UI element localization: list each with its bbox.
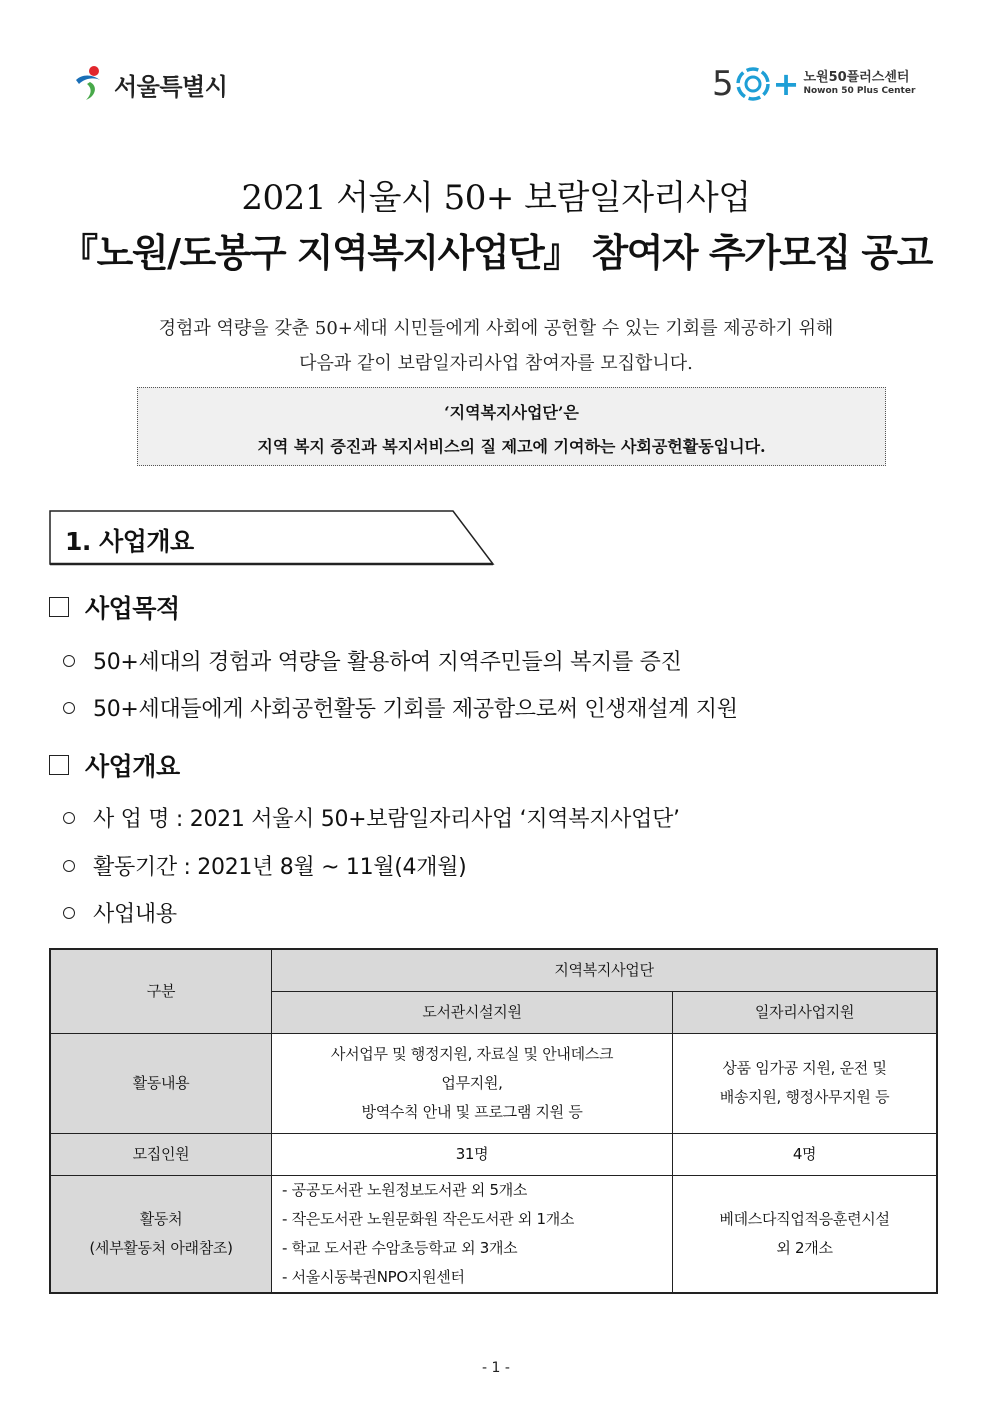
logo-plus: + [772, 65, 800, 103]
logo-ring-icon [734, 65, 772, 103]
bullet-circle-icon [63, 860, 75, 872]
purpose-item-text: 50+세대들에게 사회공헌활동 기회를 제공함으로써 인생재설계 지원 [93, 697, 738, 722]
activity-col2 [673, 1033, 937, 1133]
bullet-circle-icon [63, 702, 75, 714]
activity-col1 [272, 1033, 673, 1133]
checkbox-square-icon [49, 597, 69, 617]
subhead-purpose-label: 사업목적 [85, 594, 180, 623]
overview-item-text: 사업내용 [93, 902, 177, 927]
notice-line1: ‘지역복지사업단’은 [444, 403, 579, 422]
seoul-logo-text: 서울특별시 [114, 72, 228, 101]
overview-item-text: 사 업 명 : 2021 서울시 50+보람일자리사업 ‘지역복지사업단’ [93, 807, 680, 832]
table-header-group: 지역복지사업단 [272, 949, 938, 991]
place-col1-line: - 서울시동북권NPO지원센터 [282, 1267, 465, 1286]
business-table [49, 948, 938, 1294]
section-title: 1. 사업개요 [65, 527, 194, 556]
place-col1-line: - 작은도서관 노원문화원 작은도서관 외 1개소 [282, 1209, 575, 1228]
page-title-line1: 2021 서울시 50+ 보람일자리사업 [241, 178, 751, 218]
subhead-overview [49, 750, 180, 780]
overview-item-text: 활동기간 : 2021년 8월 ~ 11월(4개월) [93, 855, 467, 880]
purpose-item [63, 692, 738, 723]
recruit-col1: 31명 [272, 1133, 673, 1175]
place-col1 [272, 1175, 673, 1293]
bullet-circle-icon [63, 655, 75, 667]
row-label-activity: 활동내용 [50, 1033, 272, 1133]
overview-item [63, 897, 177, 928]
activity-col1-line: 방역수칙 안내 및 프로그램 지원 등 [361, 1102, 583, 1121]
nowon-50-plus-logo [712, 62, 915, 106]
table-row [50, 949, 937, 991]
overview-item [63, 850, 466, 881]
subhead-overview-label: 사업개요 [85, 752, 180, 781]
section-header [49, 510, 495, 566]
place-col1-line: - 학교 도서관 수암초등학교 외 3개소 [282, 1238, 518, 1257]
place-col2-line: 외 2개소 [776, 1238, 833, 1257]
table-row [50, 1033, 937, 1133]
table-header-col2: 일자리사업지원 [673, 991, 937, 1033]
intro-line2: 다음과 같이 보람일자리사업 참여자를 모집합니다. [299, 353, 693, 374]
overview-item [63, 802, 680, 833]
page-number: - 1 - [482, 1360, 510, 1376]
table-row [50, 1175, 937, 1293]
notice-box [137, 387, 886, 466]
purpose-item-text: 50+세대의 경험과 역량을 활용하여 지역주민들의 복지를 증진 [93, 650, 682, 675]
subhead-purpose [49, 592, 180, 622]
activity-col1-line: 업무지원, [441, 1073, 503, 1092]
activity-col2-line: 상품 임가공 지원, 운전 및 [722, 1059, 887, 1077]
place-col2 [673, 1175, 937, 1293]
checkbox-square-icon [49, 755, 69, 775]
activity-col1-line: 사서업무 및 행정지원, 자료실 및 안내데스크 [330, 1044, 614, 1063]
seoul-logo [70, 62, 227, 106]
page-title-line2: 『노원/도봉구 지역복지사업단』 참여자 추가모집 공고 [60, 230, 932, 275]
table-row [50, 1133, 937, 1175]
recruit-col2: 4명 [673, 1133, 937, 1175]
table-header-col1: 도서관시설지원 [272, 991, 673, 1033]
center-name-kr: 노원50플러스센터 [803, 70, 910, 86]
bullet-circle-icon [63, 812, 75, 824]
bullet-circle-icon [63, 907, 75, 919]
place-label-line1: 활동처 [139, 1209, 183, 1228]
table-header-category: 구분 [50, 949, 272, 1033]
notice-line2: 지역 복지 증진과 복지서비스의 질 제고에 기여하는 사회공헌활동입니다. [257, 437, 766, 456]
place-col2-line: 베데스다직업적응훈련시설 [719, 1209, 890, 1228]
row-label-recruit: 모집인원 [50, 1133, 272, 1175]
logo-number: 5 [712, 64, 734, 104]
purpose-item [63, 645, 682, 676]
seoul-logo-mark-icon [70, 64, 110, 104]
center-name-en: Nowon 50 Plus Center [803, 86, 916, 97]
place-label-line2: (세부활동처 아래참조) [89, 1238, 233, 1257]
row-label-place [50, 1175, 272, 1293]
intro-line1: 경험과 역량을 갖춘 50+세대 시민들에게 사회에 공헌할 수 있는 기회를 제공하기 위해 [158, 318, 834, 339]
place-col1-line: - 공공도서관 노원정보도서관 외 5개소 [282, 1180, 528, 1199]
activity-col2-line: 배송지원, 행정사무지원 등 [719, 1088, 890, 1106]
